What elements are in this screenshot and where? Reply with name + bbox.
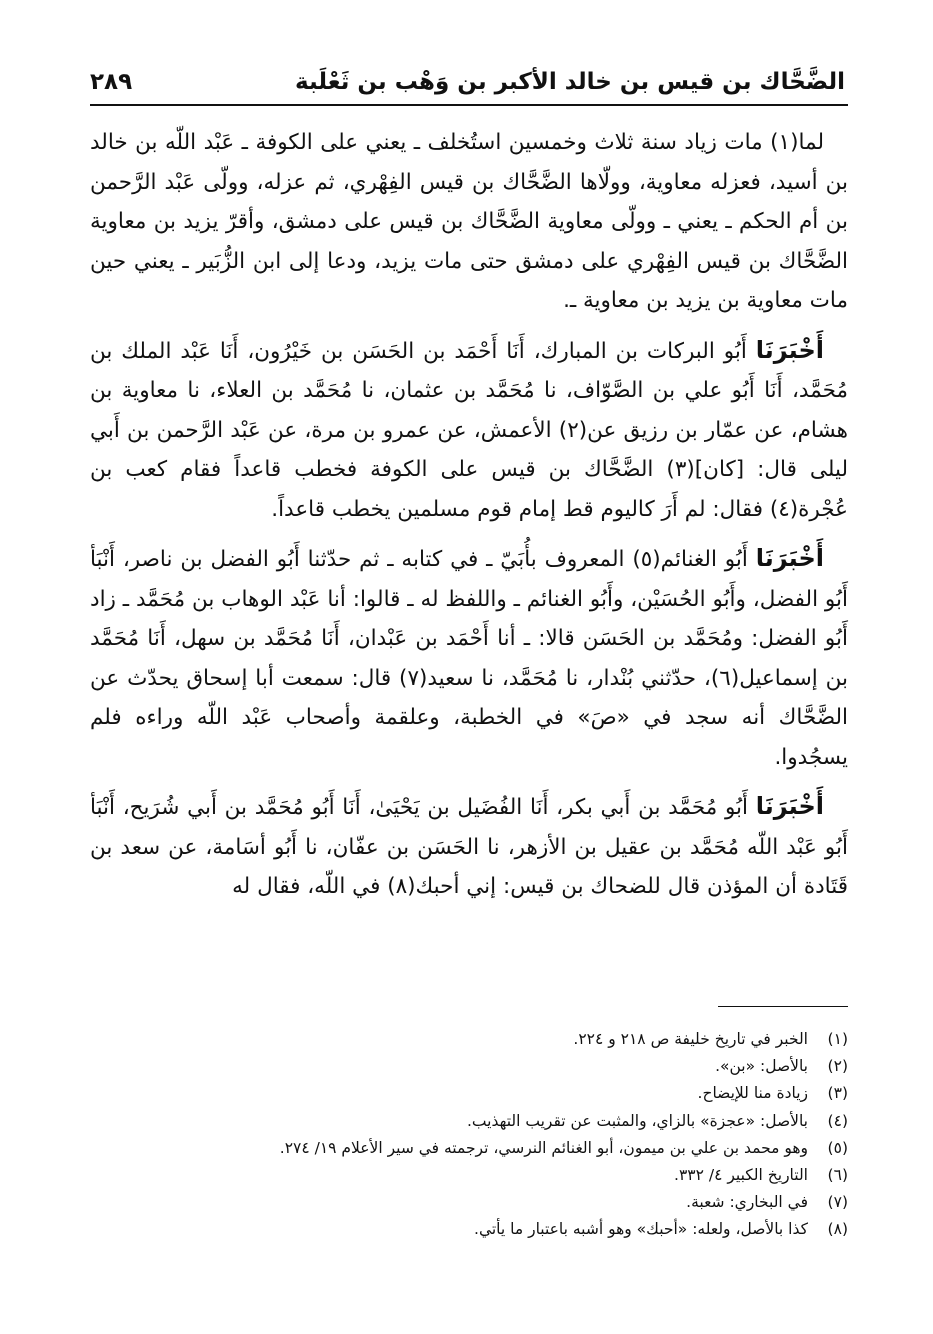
paragraph-lead: أَخْبَرَنَا xyxy=(755,335,824,364)
paragraph-text: لما(١) مات زياد سنة ثلاث وخمسين استُخلف ـ يعني على الكوفة ـ عَبْد اللّه بن خالد بن أسيد، فعزله معاوية، وولّاها الضَّحَّاك بن قيس الفِهْري، ثم عزله، وولّى عَبْد الرَّحمن بن أم الحكم ـ يعني ـ وولّى معاوية الضَّحَّاك بن قيس على دمشق، وأقرّ يزيد بن معاوية الضَّحَّاك بن قيس الفِهْري على دمشق حتى مات يزيد، ودعا إلى ابن الزُّبَير ـ يعني حين مات معاوية بن يزيد بن معاوية ـ. xyxy=(90,130,848,313)
footnote xyxy=(90,1162,848,1189)
paragraph-text: أَبُو الغنائم(٥) المعروف بأُبَيّ ـ في كتابه ـ ثم حدّثنا أَبُو الفضل بن ناصر، أَنْبَأ أَبُو الفضل، وأَبُو الحُسَيْن، وأَبُو الغنائم ـ واللفظ له ـ قالوا: أنا عَبْد الوهاب بن مُحَمَّد ـ زاد أَبُو الفضل: ومُحَمَّد بن الحَسَن قالا: ـ أنا أَحْمَد بن عَبْدان، أَنَا مُحَمَّد بن سهل، أَنَا مُحَمَّد بن إسماعيل(٦)، حدّثني بُنْدار، نا مُحَمَّد، نا سعيد(٧) قال: سمعت أبا إسحاق يحدّث عن الضَّحَّاك أنه سجد في «صَ» في الخطبة، وعلقمة وأصحاب عَبْد اللّه وراءه فلم يسجُدوا. xyxy=(90,547,848,770)
footnote xyxy=(90,1216,848,1243)
footnote xyxy=(90,1053,848,1080)
paragraph-lead: أَخْبَرَنَا xyxy=(755,792,824,820)
footnote-text: بالأصل: «بن». xyxy=(715,1057,808,1076)
footnote-text: التاريخ الكبير ٤/ ٣٣٢. xyxy=(674,1166,808,1185)
footnote-number: (٢) xyxy=(827,1057,848,1076)
paragraph-lead: أَخْبَرَنَا xyxy=(755,544,824,572)
paragraph xyxy=(90,122,848,321)
footnote xyxy=(90,1026,848,1053)
footnote-divider xyxy=(718,1006,848,1007)
footnote xyxy=(90,1108,848,1135)
paragraph xyxy=(90,539,848,777)
footnote xyxy=(90,1080,848,1107)
footnote xyxy=(90,1135,848,1162)
main-text xyxy=(90,122,848,907)
paragraph xyxy=(90,787,848,907)
footnote xyxy=(90,1189,848,1216)
footnotes-list xyxy=(90,1026,848,1244)
page-number: ٢٨٩ xyxy=(90,69,133,95)
footnote-text: وهو محمد بن علي بن ميمون، أبو الغنائم النرسي، ترجمته في سير الأعلام ١٩/ ٢٧٤. xyxy=(279,1138,808,1157)
page-header xyxy=(90,62,845,102)
running-title: الضَّحَّاك بن قيس بن خالد الأكبر بن وَهْب بن ثَعْلَبة xyxy=(295,69,845,95)
paragraph-text: أَبُو البركات بن المبارك، أَنَا أَحْمَد بن الحَسَن بن خَيْرُون، أَنَا عَبْد الملك بن مُحَمَّد، أَنَا أَبُو علي بن الصَّوّاف، نا مُحَمَّد بن عثمان، نا مُحَمَّد بن العلاء، نا معاوية بن هشام، عن عمّار بن رزيق عن(٢) الأعمش، عن عمرو بن مرة، عن عَبْد الرَّحمن بن أَبي ليلى قال: [كان](٣) الضَّحَّاك بن قيس على الكوفة فخطب قاعداً فقام كعب بن عُجْرة(٤) فقال: لم أَرَ كاليوم قط إمام قوم مسلمين يخطب قاعداً. xyxy=(90,338,849,522)
footnote-number: (٨) xyxy=(827,1220,848,1239)
footnote-number: (٧) xyxy=(827,1193,848,1212)
footnote-number: (٦) xyxy=(827,1166,848,1185)
footnote-text: زيادة منا للإيضاح. xyxy=(697,1084,808,1103)
footnote-text: الخبر في تاريخ خليفة ص ٢١٨ و ٢٢٤. xyxy=(573,1030,808,1048)
paragraph-text: أَبُو مُحَمَّد بن أَبي بكر، أَنَا الفُضَيل بن يَحْيَىٰ، أَنَا أَبُو مُحَمَّد بن أَبي شُرَيح، أَنْبَأ أَبُو عَبْد اللّه مُحَمَّد بن عقيل بن الأزهر، نا الحَسَن بن عفّان، نا أَبُو أسَامة، عن سعد بن قَتَادة أن المؤذن قال للضحاك بن قيس: إني أحبك(٨) في اللّه، فقال له xyxy=(90,795,848,899)
footnote-text: في البخاري: شعبة. xyxy=(686,1193,808,1212)
footnote-text: بالأصل: «عجزة» بالزاي، والمثبت عن تقريب التهذيب. xyxy=(467,1111,808,1130)
paragraph xyxy=(90,331,848,530)
footnote-number: (٤) xyxy=(827,1111,848,1130)
header-divider xyxy=(90,104,848,106)
footnote-text: كذا بالأصل، ولعله: «أحبك» وهو أشبه باعتبار ما يأتي. xyxy=(474,1220,808,1239)
footnote-number: (١) xyxy=(827,1030,848,1048)
footnote-number: (٣) xyxy=(827,1084,848,1103)
footnote-number: (٥) xyxy=(827,1138,848,1157)
